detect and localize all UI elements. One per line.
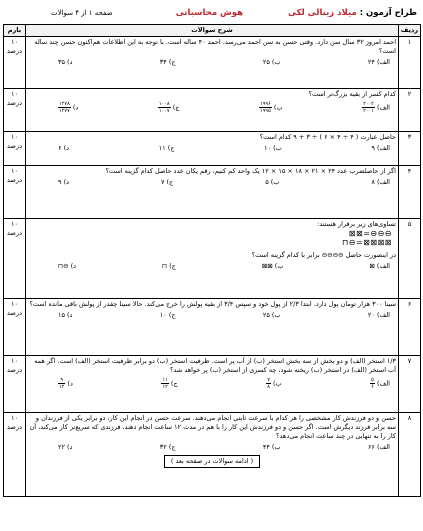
option-c[interactable]: ج) ۱۱ [158,144,175,152]
option-c[interactable]: ج) ⊓ [161,262,176,270]
option-d[interactable]: د) ⊖⊓ [58,262,77,270]
question-row [4,219,421,299]
option-c[interactable]: ج) ۳۲ [159,443,176,451]
exam-header [3,7,421,23]
col-header-num: ردیف [399,25,421,37]
options-row [28,260,396,271]
option-c[interactable]: ج) $\frac{۱۱}{۱۲}$ [162,377,178,390]
question-text: حاصل عبارت ( ۴ ÷ ۴ × ۶ ) ÷ ۳ + ۹ کدام است؟ [259,133,396,141]
option-b[interactable]: ب) ⊠⊠ [261,262,284,270]
question-cell [26,89,399,132]
question-number: ۷ [399,356,421,413]
option-d[interactable]: د) ۱۵ [58,311,73,319]
designer-line [288,8,417,18]
question-row [4,37,421,89]
question-row [4,413,421,497]
continuation-note: ( ادامه سوالات در صفحه بعد ) [164,455,260,468]
question-cell [26,132,399,166]
question-cell [26,299,399,356]
option-c[interactable]: ج) $\frac{۱۰۰۸}{۱۰۰۷}$ [158,101,180,114]
option-a[interactable]: الف) $\frac{۲۰۰۲}{۲۰۰۱}$ [363,101,390,114]
option-a[interactable]: الف) $\frac{۵}{۶}$ [371,377,390,390]
option-b[interactable]: ب) ۵ [265,178,280,186]
continuation-note-wrap [28,452,396,468]
question-score: ۱۰ درصد [4,37,26,89]
option-d[interactable]: د) ۹ [58,178,70,186]
question-number: ۴ [399,166,421,219]
option-a[interactable]: الف) ۶۶ [367,443,390,451]
options-row [28,441,396,452]
question-score: ۱۰ درصد [4,299,26,356]
question-number: ۳ [399,132,421,166]
option-a[interactable]: الف) ۹ [371,144,390,152]
options-row [28,176,396,187]
option-b[interactable]: ب) $\frac{۷}{۸}$ [267,377,282,390]
option-a[interactable]: الف) ۲۴ [367,58,390,66]
page-info: صفحه ۱ از ۴ سوالات [51,9,113,17]
option-b[interactable]: ب) $\frac{۱۹۹۶}{۱۹۹۵}$ [260,101,283,114]
question-text-2: در اینصورت حاصل ⊖⊖⊖⊖ برابر با کدام گزینه است؟ [251,251,396,259]
options-row [28,375,396,390]
option-b[interactable]: ب) ۲۵ [262,311,281,319]
question-number: ۵ [399,219,421,299]
question-row [4,89,421,132]
equation-1: ⊠⊠=⊖⊖⊖ [348,229,392,238]
question-number: ۶ [399,299,421,356]
equation-2: ⊓⊖=⊠⊠⊠⊠ [342,238,392,247]
subject-title: هوش محاسباتی [175,8,243,18]
question-text: ۱/۳ استخر (الف) و دو بخش از سه بخش استخر (ب) از آب پر است. ظرفیت استخر (ب) دو برابر ظرفیت استخر (الف) است. اگر همه آب استخر (الف) در استخر (ب) ریخته شود، چه کسری از استخر (ب) پر خواهد شد؟ [34,357,396,374]
option-c[interactable]: ج) ۳۴ [159,58,176,66]
question-row [4,166,421,219]
option-b[interactable]: ب) ۲۵ [262,58,281,66]
table-header-row [4,25,421,37]
question-score: ۱۰ درصد [4,166,26,219]
options-row [28,142,396,153]
option-a[interactable]: الف) ۲۰ [367,311,390,319]
option-b[interactable]: ب) ۴۴ [262,443,281,451]
question-cell [26,356,399,413]
col-header-score: بارم [4,25,26,37]
col-header-desc: شرح سوالات [26,25,399,37]
option-c[interactable]: ج) ۱۰ [159,311,176,319]
designer-label: طراح آزمون : [359,8,417,18]
question-cell [26,219,399,299]
question-score: ۱۰ درصد [4,89,26,132]
option-c[interactable]: ج) ۷ [160,178,174,186]
options-row [28,309,396,320]
option-d[interactable]: د) $\frac{۹}{۱۲}$ [59,377,73,390]
question-cell [26,37,399,89]
question-text: سینا ۳۰۰ هزار تومان پول دارد. ابتدا ۲/۳ از پول خود و سپس ۳/۴ از بقیه پولش را خرج می‌کند. حالا سینا چقدر از پولش باقی مانده است؟ [29,300,396,308]
option-d[interactable]: د) ۳۵ [58,58,73,66]
option-a[interactable]: الف) ۸ [371,178,390,186]
option-a[interactable]: الف) ⊠ [369,262,390,270]
question-row [4,132,421,166]
question-score: ۱۰ درصد [4,356,26,413]
question-cell [26,413,399,497]
question-score: ۱۰ درصد [4,413,26,497]
question-number: ۲ [399,89,421,132]
question-number: ۱ [399,37,421,89]
option-d[interactable]: د) $\frac{۱۲۷۸}{۱۲۷۷}$ [59,101,79,114]
questions-table [3,24,421,497]
question-text: حسن و دو فرزندش کار مشخصی را هر کدام با سرعت ثابتی انجام می‌دهند. سرعت حسن در انجام این کار، دو برابر یکی از فرزندان و سه برابر فرزند دیگرش است. اگر حسن و دو فرزندش این کار را با هم در مدت ۱۲ ساعت انجام دهند، فرزندی که سریع‌تر کار می‌کند، آن کار را به تنهایی در چند ساعت انجام می‌دهد؟ [29,414,396,440]
question-text: احمد امروز ۳۲ سال سن دارد. وقتی حسن به سن احمد می‌رسد، احمد ۴۰ ساله است. با توجه به این اطلاعات هم‌اکنون حسن چند ساله است؟ [34,38,396,55]
options-row [28,99,396,114]
option-b[interactable]: ب) ۱۰ [264,144,282,152]
question-score: ۱۰ درصد [4,132,26,166]
question-text: اگر از حاصلضرب عدد ۲۴ × ۲۱ × ۱۸ × ۱۵ × ۱۲ یک واحد کم کنیم، رقم یکان عدد حاصل کدام گزینه است؟ [105,167,396,175]
option-d[interactable]: د) ۲۲ [58,443,73,451]
designer-name: میلاد زینالی لکی [287,8,357,18]
question-text: تساوی‌های زیر برقرار هستند: [317,220,396,228]
question-text: کدام کسر از بقیه بزرگ‌تر است؟ [308,90,396,98]
question-number: ۸ [399,413,421,497]
options-row [28,56,396,67]
option-d[interactable]: د) ۶ [58,144,70,152]
question-row [4,356,421,413]
question-cell [26,166,399,219]
question-row [4,299,421,356]
question-score: ۱۰ درصد [4,219,26,299]
